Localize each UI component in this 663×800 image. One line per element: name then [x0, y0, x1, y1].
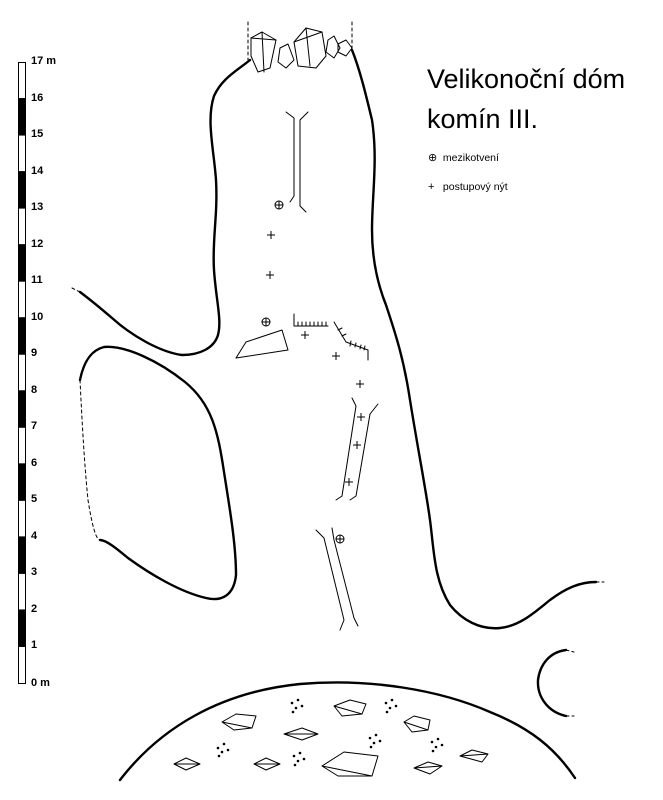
diagram-title-line1: Velikonoční dóm [427, 64, 626, 94]
crack-upper [286, 112, 308, 212]
chimney-wall-left-dashed [72, 288, 80, 292]
scale-segment [19, 537, 26, 574]
belay-anchors [262, 201, 344, 543]
belay-anchor [336, 535, 344, 543]
scale-label: 3 [31, 566, 38, 579]
progress-bolts [266, 231, 365, 486]
scale-segment [19, 318, 26, 355]
scale-segment [19, 464, 26, 501]
scale-label: 12 [31, 237, 44, 250]
boulder [236, 330, 288, 358]
progress-bolt [353, 441, 361, 449]
ledge-hatched-left [294, 314, 328, 326]
legend-label: postupový nýt [442, 181, 508, 193]
scale-segment [19, 245, 26, 282]
floor-pebbles [217, 699, 444, 767]
scale-label: 10 [31, 310, 44, 323]
floor-crystals [174, 700, 488, 776]
progress-bolt [301, 331, 309, 339]
scale-label: 9 [31, 347, 38, 360]
scale-label: 8 [31, 383, 38, 396]
scale-label: 5 [31, 493, 38, 506]
scale-segment [19, 391, 26, 428]
floor-mound-outline [120, 682, 575, 780]
plus-icon: + [428, 181, 435, 193]
scale-segment [19, 172, 26, 209]
scale-label: 16 [31, 91, 44, 104]
scale-label-bottom: 0 m [31, 677, 50, 689]
legend-item-anchor [428, 153, 499, 164]
scale-label: 4 [31, 529, 38, 542]
circle-plus-icon: ⊕ [428, 152, 438, 164]
scale-label: 2 [31, 602, 38, 615]
chimney-wall-right [352, 50, 596, 628]
scale-label: 1 [31, 639, 38, 652]
scale-label: 11 [31, 274, 43, 287]
progress-bolt [357, 413, 365, 421]
progress-bolt [267, 231, 275, 239]
belay-anchor [275, 201, 283, 209]
scale-label: 7 [31, 420, 38, 433]
scale-segment [19, 610, 26, 647]
alcove-outline [80, 347, 236, 599]
scale-segment [19, 99, 26, 136]
crescent-outline [538, 650, 566, 716]
progress-bolt [266, 271, 274, 279]
ledge-hatched-right [334, 322, 368, 360]
scale-bar [19, 63, 26, 684]
progress-bolt [356, 380, 364, 388]
legend-label: mezikotvení [442, 152, 499, 164]
chimney-wall-left [80, 60, 250, 355]
legend-item-bolt [428, 182, 508, 193]
scale-label: 15 [31, 128, 44, 141]
progress-bolt [332, 352, 340, 360]
scale-label: 14 [31, 164, 44, 177]
progress-bolt [345, 478, 353, 486]
scale-label: 13 [31, 201, 44, 214]
belay-anchor [262, 318, 270, 326]
alcove-outline-dashed [80, 380, 100, 540]
crescent-dashed [566, 650, 574, 716]
crystal-cluster-top [248, 22, 352, 72]
diagram-title-line2: komín III. [427, 104, 539, 134]
scale-label: 6 [31, 456, 38, 469]
crack-lower [316, 528, 358, 630]
scale-label-top: 17 m [31, 55, 57, 67]
